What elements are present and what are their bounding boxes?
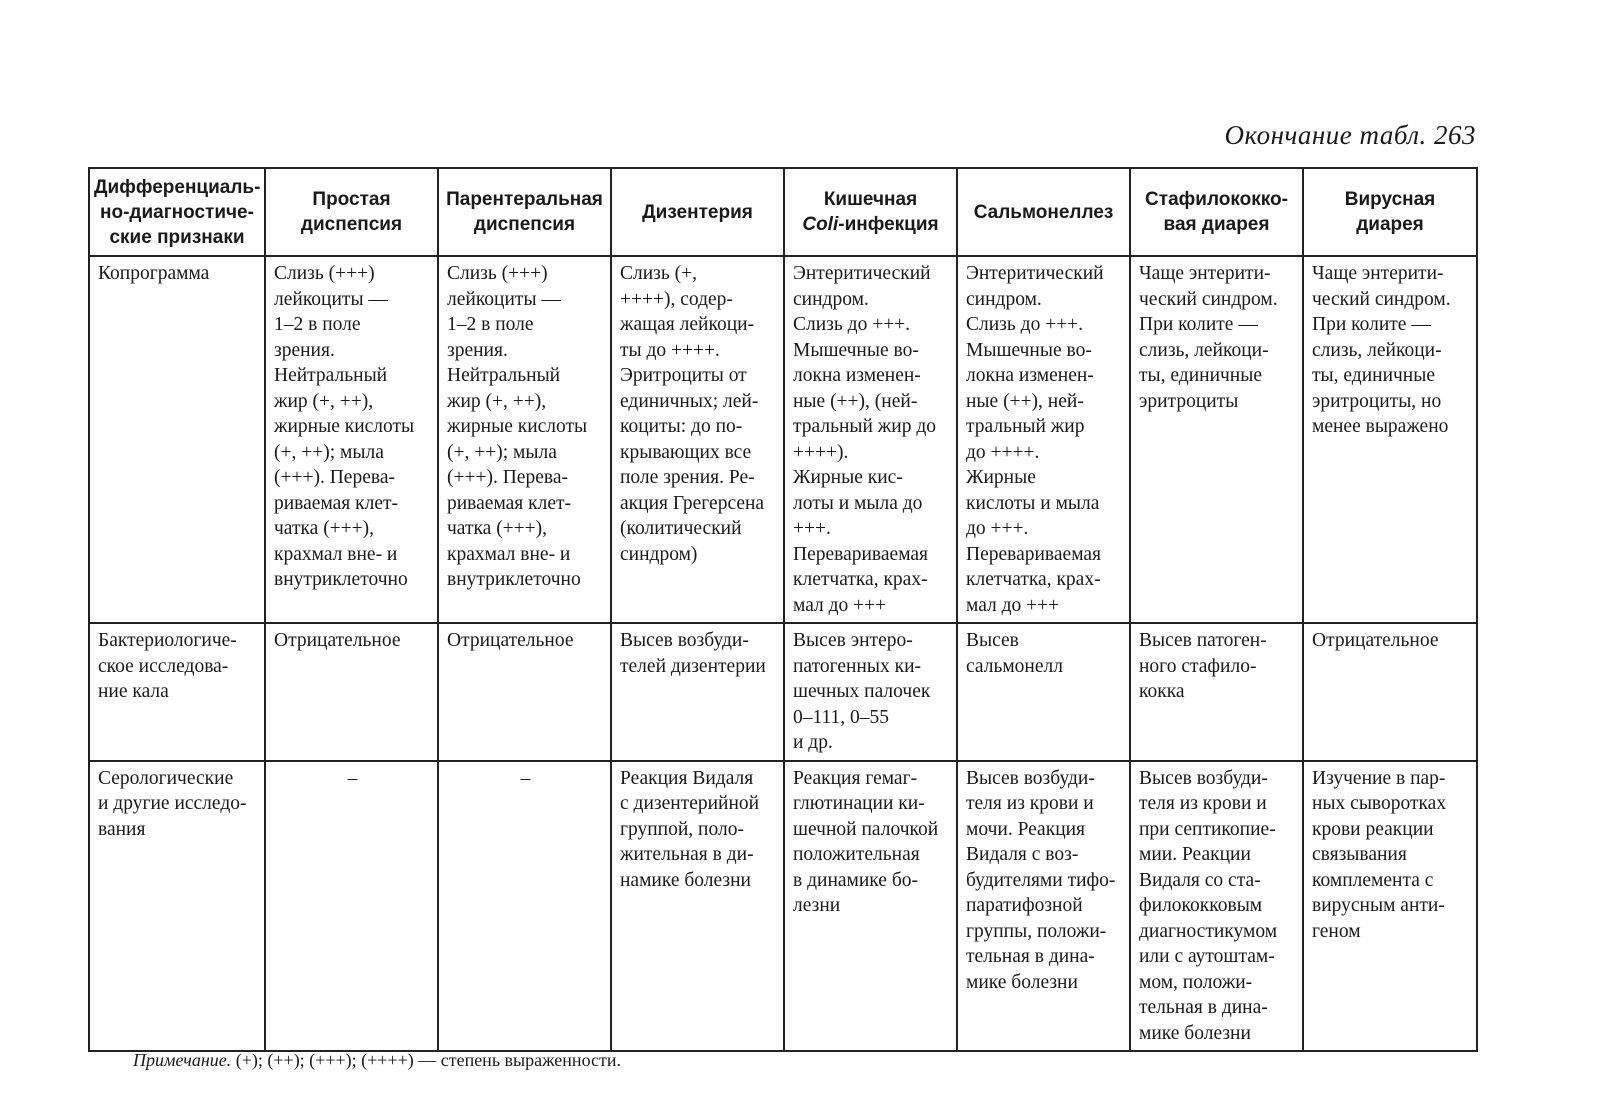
table-cell: Отрицательное (438, 623, 611, 761)
header-parenteral-dyspepsia: Парентеральная диспепсия (438, 168, 611, 256)
table-cell: Отрицательное (265, 623, 438, 761)
table-cell: Высев патоген- ного стафило- кокка (1130, 623, 1303, 761)
table-cell: Слизь (+, ++++), содер- жащая лейкоци- ты до ++++. Эритроциты от единичных; лей- коциты: до по- крывающих все поле зрения. Ре- акция Грегерсена (колитический синдром) (611, 256, 784, 623)
table-row (89, 623, 1477, 761)
table-cell: Серологические и другие исследо- вания (89, 761, 265, 1052)
table-cell: Высев сальмонелл (957, 623, 1130, 761)
table-cell: Изучение в пар- ных сыворотках крови реакции связывания комплемента с вирусным анти- геном (1303, 761, 1477, 1052)
header-salmonellosis: Сальмонеллез (957, 168, 1130, 256)
table-cell: Копрограмма (89, 256, 265, 623)
header-signs: Дифференциаль- но-диагностиче- ские признаки (89, 168, 265, 256)
table-cell: Отрицательное (1303, 623, 1477, 761)
header-coli-infection: Кишечная Coli-инфекция (784, 168, 957, 256)
table-cell: Высев энтеро- патогенных ки- шечных палочек 0–111, 0–55 и др. (784, 623, 957, 761)
header-staphylococcal-diarrhea: Стафилококко- вая диарея (1130, 168, 1303, 256)
header-simple-dyspepsia: Простая диспепсия (265, 168, 438, 256)
table-cell: Реакция Видаля с дизентерийной группой, поло- жительная в ди- намике болезни (611, 761, 784, 1052)
note-text: (+); (++); (+++); (++++) — степень выраженности. (231, 1050, 622, 1070)
table-cell: – (265, 761, 438, 1052)
table-cell: Слизь (+++) лейкоциты — 1–2 в поле зрения. Нейтральный жир (+, ++), жирные кислоты (+, ++); мыла (+++). Перева- риваемая клет- чатка (+++), крахмал вне- и внутриклеточно (265, 256, 438, 623)
table-cell: – (438, 761, 611, 1052)
note-label: Примечание. (133, 1050, 232, 1070)
table-cell: Энтеритический синдром. Слизь до +++. Мышечные во- локна изменен- ные (++), (ней- тральный жир до ++++). Жирные кис- лоты и мыла до +++. Перевариваемая клетчатка, крах- мал до +++ (784, 256, 957, 623)
table-cell: Высев возбуди- теля из крови и при септикопие- мии. Реакции Видаля со ста- филококковым диагностикумом или с аутоштам- мом, положи- тельная в дина- мике болезни (1130, 761, 1303, 1052)
table-note (133, 1050, 621, 1071)
differential-diagnosis-table (88, 167, 1478, 1052)
table-cell: Высев возбуди- теля из крови и мочи. Реакция Видаля с воз- будителями тифо- паратифозной группы, положи- тельная в дина- мике болезни (957, 761, 1130, 1052)
header-dysentery: Дизентерия (611, 168, 784, 256)
header-viral-diarrhea: Вирусная диарея (1303, 168, 1477, 256)
table-cell: Чаще энтерити- ческий синдром. При колите — слизь, лейкоци- ты, единичные эритроциты, но менее выражено (1303, 256, 1477, 623)
table-cell: Слизь (+++) лейкоциты — 1–2 в поле зрения. Нейтральный жир (+, ++), жирные кислоты (+, ++); мыла (+++). Перева- риваемая клет- чатка (+++), крахмал вне- и внутриклеточно (438, 256, 611, 623)
table-row (89, 256, 1477, 623)
table-cell: Бактериологиче- ское исследова- ние кала (89, 623, 265, 761)
table-caption: Окончание табл. 263 (1224, 120, 1476, 150)
table-cell: Энтеритический синдром. Слизь до +++. Мышечные во- локна изменен- ные (++), ней- тральный жир до ++++. Жирные кислоты и мыла до +++. Перевариваемая клетчатка, крах- мал до +++ (957, 256, 1130, 623)
table-cell: Чаще энтерити- ческий синдром. При колите — слизь, лейкоци- ты, единичные эритроциты (1130, 256, 1303, 623)
table-row (89, 761, 1477, 1052)
table-cell: Высев возбуди- телей дизентерии (611, 623, 784, 761)
table-cell: Реакция гемаг- глютинации ки- шечной палочкой положительная в динамике бо- лезни (784, 761, 957, 1052)
table-header-row (89, 168, 1477, 256)
